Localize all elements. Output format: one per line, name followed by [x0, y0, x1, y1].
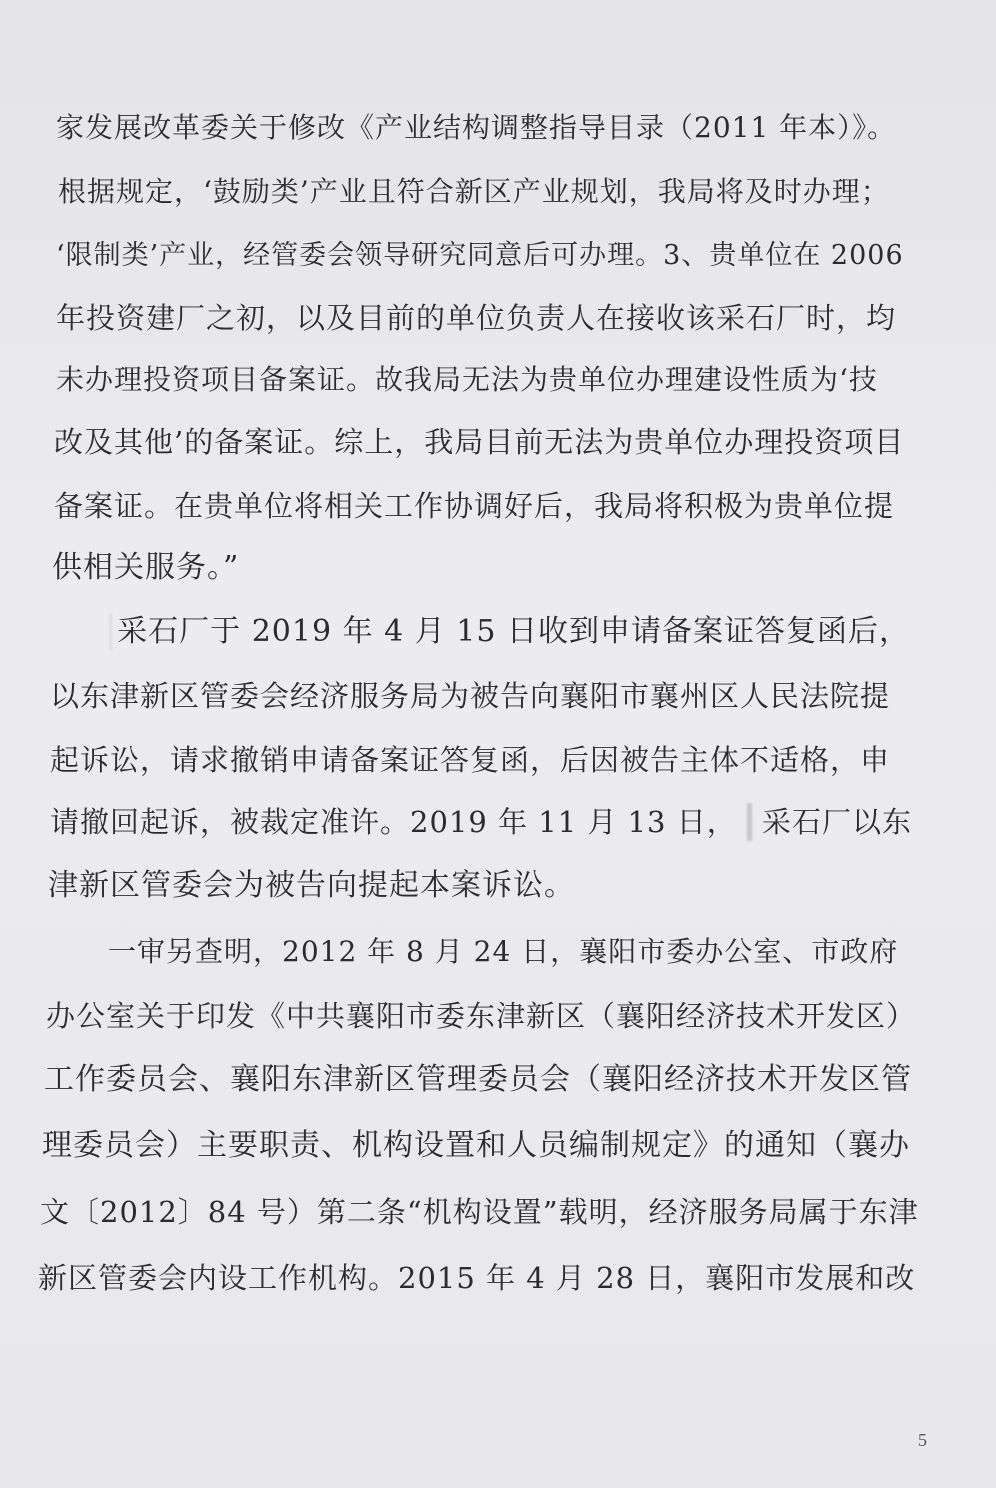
text-line — [110, 612, 910, 652]
text: 办公室关于印发《中共襄阳市委东津新区（襄阳经济技术开发区） — [46, 999, 917, 1033]
text: 根据规定，‘鼓励类’产业且符合新区产业规划，我局将及时办理； — [58, 175, 890, 208]
text: 新区管委会内设工作机构。2015 年 4 月 28 日，襄阳市发展和改 — [38, 1261, 916, 1295]
text: 未办理投资项目备案证。故我局无法为贵单位办理建设性质为‘技 — [56, 363, 878, 396]
text-line — [54, 422, 906, 462]
text: 采石厂以东 — [761, 805, 912, 839]
text: 以东津新区管委会经济服务局为被告向襄阳市襄州区人民法院提 — [50, 679, 891, 713]
text-line — [48, 866, 608, 906]
text: 文〔2012〕84 号）第二条“机构设置”载明，经济服务局属于东津 — [40, 1195, 919, 1229]
text-line — [54, 486, 904, 526]
text: 供相关服务。” — [52, 550, 240, 585]
text: 家发展改革委关于修改《产业结构调整指导目录（2011 年本）》。 — [56, 111, 897, 144]
text: ‘限制类’产业，经管委会领导研究同意后可办理。3、贵单位在 2006 — [56, 240, 904, 271]
text-line — [50, 802, 912, 842]
text-line — [58, 172, 908, 212]
text: 改及其他’的备案证。综上，我局目前无法为贵单位办理投资项目 — [54, 425, 905, 459]
text: 年投资建厂之初，以及目前的单位负责人在接收该采石厂时，均 — [56, 301, 897, 335]
text-line — [44, 1060, 918, 1100]
text-line — [46, 996, 918, 1036]
text-line — [40, 1192, 920, 1232]
text: 理委员会）主要职责、机构设置和人员编制规定》的通知（襄办 — [42, 1128, 910, 1163]
text: 请撤回起诉，被裁定准许。2019 年 11 月 13 日， — [50, 805, 737, 839]
text-line — [42, 1126, 918, 1166]
page-number: 5 — [918, 1430, 927, 1450]
text-line — [56, 236, 906, 276]
text-line — [108, 932, 914, 972]
text: 备案证。在贵单位将相关工作协调好后，我局将积极为贵单位提 — [54, 489, 895, 523]
text-line — [56, 298, 906, 338]
text: 一审另查明，2012 年 8 月 24 日，襄阳市委办公室、市政府 — [108, 935, 899, 968]
text-line — [50, 740, 910, 780]
text: 采石厂于 2019 年 4 月 15 日收到申请备案证答复函后， — [117, 614, 910, 649]
text: 工作委员会、襄阳东津新区管理委员会（襄阳经济技术开发区管 — [44, 1062, 912, 1097]
text-line — [52, 548, 252, 588]
redaction-mark — [747, 803, 752, 841]
text: 津新区管委会为被告向提起本案诉讼。 — [48, 868, 575, 903]
redaction-mark — [110, 613, 111, 651]
text-line — [56, 360, 904, 400]
text-line — [50, 676, 910, 716]
text-line — [38, 1258, 924, 1298]
text: 起诉讼，请求撤销申请备案证答复函，后因被告主体不适格，申 — [50, 743, 891, 777]
text-line — [56, 108, 914, 148]
